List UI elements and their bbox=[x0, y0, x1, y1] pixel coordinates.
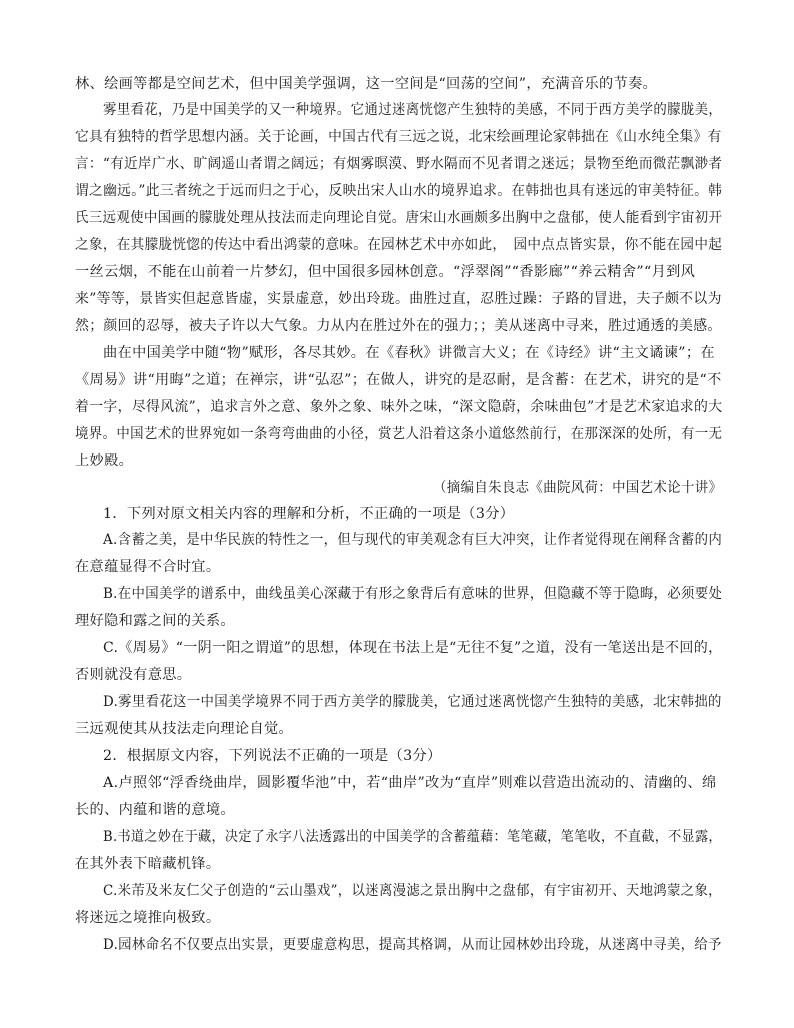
q2-option-a-cont: 长的、内蕴和谐的意境。 bbox=[75, 802, 235, 818]
q1-option-c-cont: 否则就没有意思。 bbox=[75, 667, 192, 683]
passage-text-line: 境界。中国艺术的世界宛如一条弯弯曲曲的小径，赏艺人沿着这条小道悠然前行，在那深深的处所，有一无 bbox=[75, 426, 723, 442]
passage-text-line: 谓之幽远。”此三者统之于远而归之于心，反映出宋人山水的境界追求。在韩拙也具有迷远的审美特征。韩 bbox=[75, 183, 723, 199]
passage-text-line: 氏三远观使中国画的朦胧处理从技法而走向理论自觉。唐宋山水画颇多出胸中之盘郁，使人能看到宇宙初开 bbox=[75, 210, 723, 226]
passage-text-line: 林、绘画等都是空间艺术，但中国美学强调，这一空间是“回荡的空间”，充满音乐的节奏。 bbox=[75, 76, 658, 92]
question-2-stem: 2．根据原文内容，下列说法不正确的一项是（3分） bbox=[103, 748, 442, 764]
q2-option-c-cont: 将迷远之境推向极致。 bbox=[75, 910, 221, 926]
q2-option-a: A.卢照邻“浮香绕曲岸，圆影覆华池”中，若“曲岸”改为“直岸”则难以营造出流动的、清幽的、绵 bbox=[103, 775, 717, 791]
passage-text-line: 它具有独特的哲学思想内涵。关于论画，中国古代有三远之说，北宋绘画理论家韩拙在《山水纯全集》有 bbox=[75, 129, 722, 145]
q1-option-c: C.《周易》“一阴一阳之谓道”的思想，体现在书法上是“无往不复”之道，没有一笔送出是不回的， bbox=[103, 640, 723, 656]
q2-option-d: D.园林命名不仅要点出实景，更要虚意构思，提高其格调，从而让园林妙出玲珑，从迷离中寻美，给予 bbox=[103, 937, 722, 953]
passage-text-line: 来”等等，景皆实但起意皆虚，实景虚意，妙出玲珑。曲胜过直，忍胜过躁：子路的冒进，夫子颇不以为 bbox=[75, 291, 722, 307]
passage-text-line: 《周易》讲“用晦”之道；在禅宗，讲“弘忍”；在做人，讲究的是忍耐，是含蓄：在艺术，讲究的是“不 bbox=[75, 372, 722, 388]
q1-option-b-cont: 理好隐和露之间的关系。 bbox=[75, 613, 235, 629]
passage-text-line: 言：“有近岸广水、旷阔遥山者谓之阔远；有烟雾暝漠、野水隔而不见者谓之迷远；景物至绝而微茫飘渺者 bbox=[75, 156, 723, 172]
passage-text-line: 着一字，尽得风流”，追求言外之意、象外之象、味外之味，“深文隐蔚，余味曲包”才是艺术家追求的大 bbox=[75, 399, 723, 415]
passage-text-line: 之象，在其朦胧恍惚的传达中看出鸿蒙的意味。在园林艺术中亦如此， 园中点点皆实景，你不能在园中起 bbox=[75, 237, 723, 253]
q1-option-a: A.含蓄之美，是中华民族的特性之一，但与现代的审美观念有巨大冲突，让作者觉得现在阐释含蓄的内 bbox=[103, 532, 723, 548]
q2-option-b: B.书道之妙在于藏，决定了永字八法透露出的中国美学的含蓄蕴藉：笔笔藏，笔笔收，不直截，不显露， bbox=[103, 829, 722, 845]
q2-option-c: C.米芾及米友仁父子创造的“云山墨戏”，以迷离漫滤之景出胸中之盘郁，有宇宙初开、天地鸿蒙之象， bbox=[103, 883, 722, 899]
q1-option-d: D.雾里看花这一中国美学境界不同于西方美学的朦胧美，它通过迷离恍惚产生独特的美感，北宋韩拙的 bbox=[103, 694, 722, 710]
passage-text-line: 雾里看花，乃是中国美学的又一种境界。它通过迷离恍惚产生独特的美感，不同于西方美学的朦胧美， bbox=[103, 102, 723, 118]
q1-option-a-cont: 在意蕴显得不合时宜。 bbox=[75, 559, 221, 575]
passage-text-line: 上妙殿。 bbox=[75, 453, 134, 469]
question-1-stem: 1．下列对原文相关内容的理解和分析，不正确的一项是（3分） bbox=[103, 506, 515, 522]
passage-text-line: 一丝云烟，不能在山前着一片梦幻，但中国很多园林创意。“浮翠阁”“香影廊”“养云精舍”“月到风 bbox=[75, 264, 696, 280]
passage-text-line: 曲在中国美学中随“物”赋形，各尽其妙。在《春秋》讲微言大义；在《诗经》讲“主文谲谏”；在 bbox=[103, 345, 715, 361]
source-citation: （摘编自朱良志《曲院风荷：中国艺术论十讲》 bbox=[433, 480, 723, 496]
q1-option-d-cont: 三远观使其从技法走向理论自觉。 bbox=[75, 721, 294, 737]
passage-text-line: 然；颜回的忍辱，被夫子许以大气象。力从内在胜过外在的强力；；美从迷离中寻来，胜过通透的美感。 bbox=[75, 318, 722, 334]
q1-option-b: B.在中国美学的谱系中，曲线虽美心深藏于有形之象背后有意味的世界，但隐藏不等于隐晦，必须要处 bbox=[103, 586, 723, 602]
q2-option-b-cont: 在其外表下暗藏机锋。 bbox=[75, 856, 221, 872]
